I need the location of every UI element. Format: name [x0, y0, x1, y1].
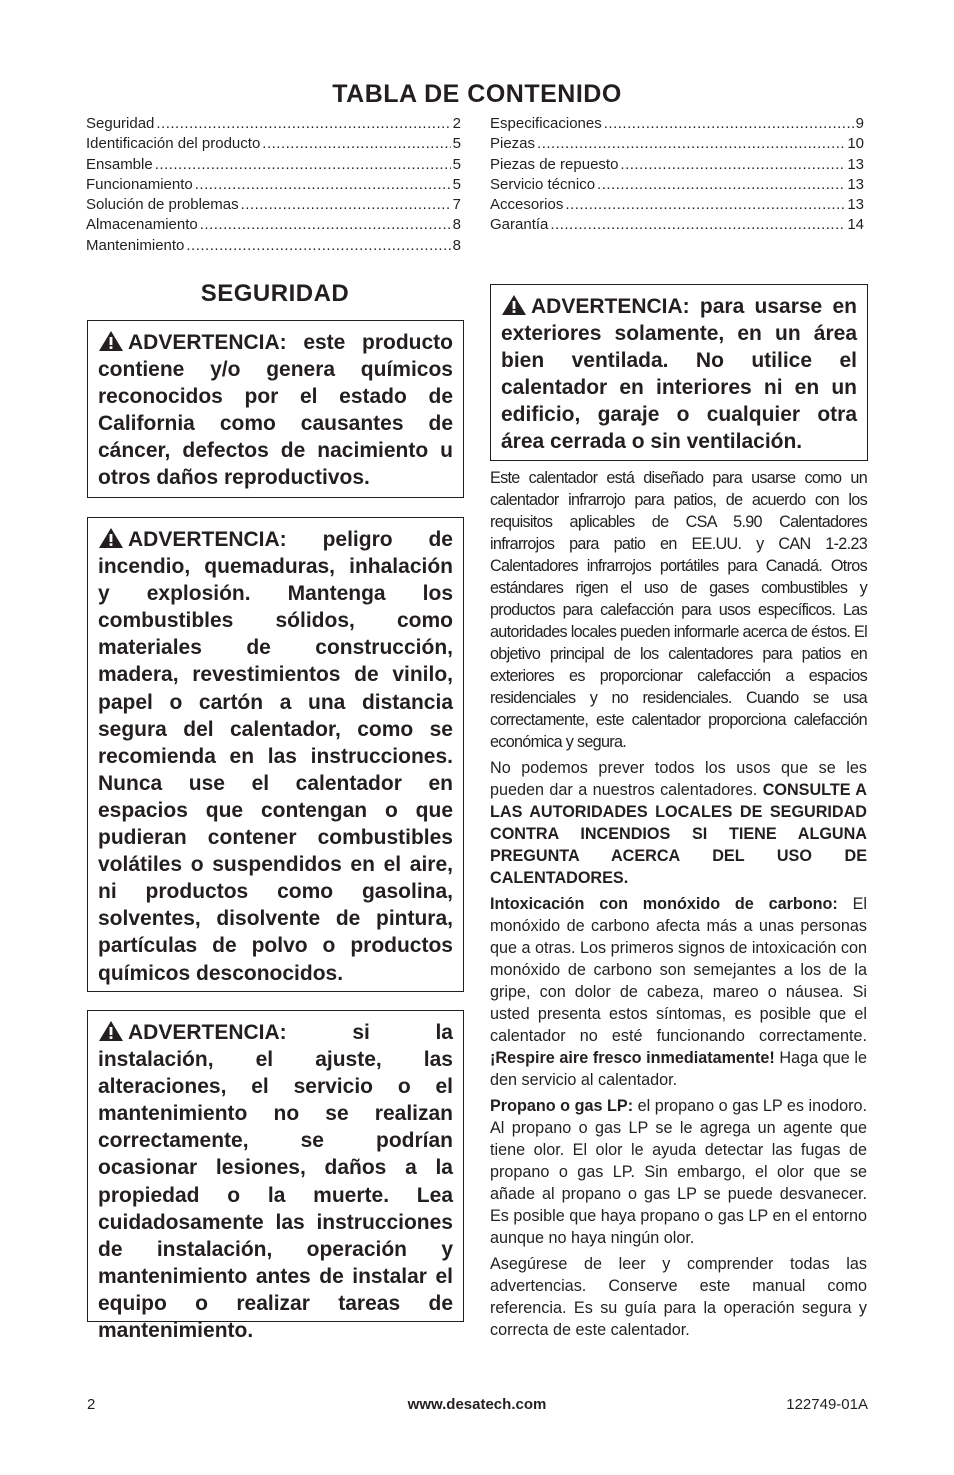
toc-entry-page: 13	[847, 155, 864, 173]
warning-triangle-icon	[501, 294, 527, 316]
toc-entry[interactable]	[86, 134, 461, 154]
toc-leader	[155, 155, 451, 175]
toc-leader	[550, 215, 845, 235]
page-number: 2	[87, 1396, 96, 1413]
paragraph-text: Este calentador está diseñado para usarse como un calentador infrarrojo para patios, de acuerdo con los requisitos aplicables de CSA 5.90 Calentadores infrarrojos para patio en EE.UU. y CAN 1-2.23 Calentadores infrarrojos portátiles para Canadá. Otros estándares rigen el uso de gases combustibles y productos para calefacción para usos específicos. Las autoridades locales pueden informarle acerca de éstos. El objetivo principal de los calentadores para patios en exteriores es proporcionar calefacción a espacios residenciales y no residenciales. Cuando se usa correctamente, este calentador proporciona calefacción económica y segura.	[490, 469, 867, 751]
warning-text: ADVERTENCIA: este producto contiene y/o genera químicos reconocidos por el estado de California como causantes de cáncer, defectos de nacimiento u otros daños reproductivos.	[98, 331, 453, 490]
warning-text: ADVERTENCIA: para usarse en exteriores solamente, en un área bien ventilada. No utilice el calentador en interiores ni en un edificio, garaje o cualquier otra área cerrada o sin ventilación.	[501, 295, 857, 454]
toc-entry[interactable]	[490, 155, 864, 175]
toc-entry-label: Piezas de repuesto	[490, 155, 619, 173]
toc-entry[interactable]	[490, 134, 864, 154]
paragraph-text: No podemos prever todos los usos que se les pueden dar a nuestros calentadores.	[490, 759, 867, 799]
warning-text: ADVERTENCIA: peligro de incendio, quemaduras, inhalación y explosión. Mantenga los combustibles sólidos, como materiales de construcción, madera, revestimientos de vinilo, papel o cartón a una distancia segura del calentador, como se recomienda en las instrucciones. Nunca use el calentador en espacios que contengan o que pudieran contener combustibles volátiles o suspendidos en el aire, ni productos como gasolina, solventes, disolvente de pintura, partículas de polvo o productos químicos desconocidos.	[98, 528, 453, 985]
paragraph-read-warnings	[490, 1253, 867, 1341]
warning-triangle-icon	[98, 527, 124, 549]
toc-entry-label: Funcionamiento	[86, 175, 193, 193]
toc-entry-page: 10	[847, 135, 864, 153]
footer-website-link[interactable]: www.desatech.com	[407, 1396, 547, 1413]
toc-entry[interactable]	[86, 175, 461, 195]
paragraph-emphasis: CONSULTE A LAS AUTORIDADES LOCALES DE SEGURIDAD CONTRA INCENDIOS SI TIENE ALGUNA PREGUNTA ACERCA DEL USO DE CALENTADORES.	[490, 781, 868, 887]
toc-entry-label: Ensamble	[86, 155, 153, 173]
toc-entry-page: 7	[452, 196, 461, 214]
toc-entry-label: Piezas	[490, 135, 536, 153]
toc-entry-label: Servicio técnico	[490, 175, 596, 193]
toc-entry-page: 8	[452, 216, 461, 234]
paragraph-text: El monóxido de carbono afecta más a unas personas que a otras. Los primeros signos de intoxicación con monóxido de carbono son semejantes a los de la gripe, con dolor de cabeza, mareo o náusea. Si usted presenta estos síntomas, es posible que el calentador no esté funcionando correctamente.	[490, 895, 868, 1045]
paragraph-text: el propano o gas LP es inodoro. Al propano o gas LP se le agrega un agente que tiene olor. El olor le ayuda detectar las fugas de propano o gas LP. Sin embargo, el olor que se añade al propano o gas LP se puede desvanecer. Es posible que haya propano o gas LP en el entorno aunque no haya ningún olor.	[490, 1097, 867, 1247]
toc-entry[interactable]	[86, 114, 461, 134]
toc-entry-page: 14	[847, 216, 864, 234]
paragraph-propane	[490, 1095, 867, 1249]
warning-box-fire	[87, 517, 464, 992]
paragraph-authorities	[490, 757, 867, 889]
paragraph-text: Asegúrese de leer y comprender todas las advertencias. Conserve este manual como referencia. Es su guía para la operación segura y correcta de este calentador.	[490, 1255, 867, 1339]
toc-entry-label: Seguridad	[86, 115, 155, 132]
toc-entry-page: 5	[452, 135, 461, 153]
toc-entry[interactable]	[86, 215, 461, 235]
warning-triangle-icon	[98, 330, 124, 352]
paragraph-carbon-monoxide	[490, 893, 867, 1091]
toc-leader	[186, 236, 450, 256]
toc-title: TABLA DE CONTENIDO	[332, 80, 622, 108]
toc-entry-page: 2	[452, 115, 461, 132]
toc-entry[interactable]	[86, 236, 461, 256]
toc-leader	[241, 195, 451, 215]
document-code: 122749-01A	[786, 1396, 868, 1413]
toc-leader	[200, 215, 451, 235]
toc-entry-page: 13	[847, 196, 864, 214]
toc-leader	[565, 195, 845, 215]
paragraph-standards	[490, 467, 867, 753]
toc-entry[interactable]	[490, 215, 864, 235]
toc-leader	[620, 155, 845, 175]
toc-leader	[604, 114, 854, 134]
toc-entry-page: 5	[452, 155, 461, 173]
warning-box-california	[87, 320, 464, 498]
toc-entry[interactable]	[490, 175, 864, 195]
toc-leader	[195, 175, 451, 195]
warning-box-installation	[87, 1010, 464, 1343]
toc-entry-label: Garantía	[490, 216, 549, 234]
toc-entry-page: 13	[847, 175, 864, 193]
paragraph-text: Haga que le den servicio al calentador.	[490, 1049, 867, 1089]
toc-entry[interactable]	[86, 155, 461, 175]
toc-leader	[156, 114, 450, 134]
toc-entry[interactable]	[490, 195, 864, 215]
toc-leader	[262, 134, 450, 154]
toc-leader	[597, 175, 845, 195]
toc-entry[interactable]	[86, 195, 461, 215]
safety-body-text	[490, 467, 867, 1345]
toc-entry-label: Solución de problemas	[86, 196, 239, 214]
warning-triangle-icon	[98, 1020, 124, 1042]
toc-entry-page: 5	[452, 175, 461, 193]
toc-entry-page: 8	[452, 236, 461, 254]
toc-entry-label: Especificaciones	[490, 115, 602, 132]
safety-section-title: SEGURIDAD	[200, 280, 350, 307]
paragraph-heading: Intoxicación con monóxido de carbono:	[490, 895, 838, 913]
paragraph-heading: Propano o gas LP:	[490, 1097, 634, 1115]
toc-entry-page: 9	[855, 115, 864, 132]
toc-right-column	[490, 114, 864, 236]
toc-entry-label: Identificación del producto	[86, 135, 261, 153]
toc-entry[interactable]	[490, 114, 864, 134]
toc-left-column	[86, 114, 461, 256]
paragraph-emphasis: ¡Respire aire fresco inmediatamente!	[490, 1049, 775, 1067]
warning-box-outdoor-use	[490, 284, 868, 461]
toc-entry-label: Mantenimiento	[86, 236, 185, 254]
warning-text: ADVERTENCIA: si la instalación, el ajuste, las alteraciones, el servicio o el mantenimiento no se realizan correctamente, se podrían ocasionar lesiones, daños a la propiedad o la muerte. Lea cuidadosamente las instrucciones de instalación, operación y mantenimiento antes de instalar el equipo o realizar tareas de mantenimiento.	[98, 1021, 453, 1343]
toc-entry-label: Accesorios	[490, 196, 564, 214]
toc-entry-label: Almacenamiento	[86, 216, 198, 234]
toc-leader	[537, 134, 845, 154]
